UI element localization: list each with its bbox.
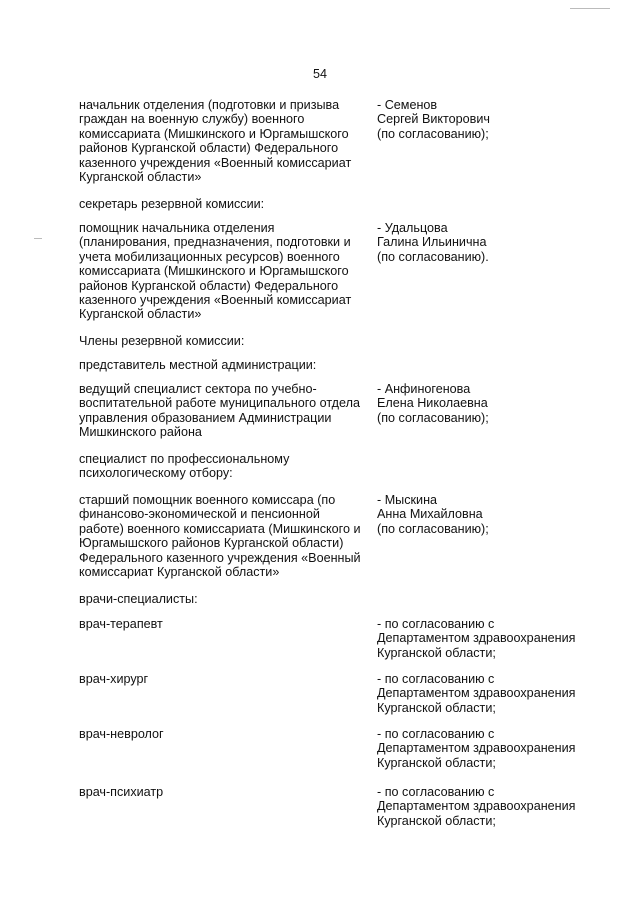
heading-local-admin: представитель местной администрации: (79, 358, 317, 372)
approval-note: - по согласованию с Департаментом здравоохранения Курганской области; (377, 727, 576, 770)
position-description: помощник начальника отделения (планирования, предназначения, подготовки и учета мобилизационных ресурсов) военного комиссариата (Мишкинского и Юргамышского районов Курганской области) Федерального казенного учреждения «Военный комиссариат Курганской области» (79, 221, 352, 322)
position-description: ведущий специалист сектора по учебно- воспитательной работе муниципального отдела управления образованием Администрации Мишкинского района (79, 382, 360, 440)
heading-doctors: врачи-специалисты: (79, 592, 198, 606)
person-name: - Анфиногенова Елена Николаевна (по согласованию); (377, 382, 489, 425)
page-number: 54 (312, 67, 327, 81)
doctor-title: врач-психиатр (79, 785, 164, 799)
scan-artifact (34, 238, 42, 239)
person-name: - Мыскина Анна Михайловна (по согласованию); (377, 493, 489, 536)
person-name: - Удальцова Галина Ильинична (по согласованию). (377, 221, 489, 264)
approval-note: - по согласованию с Департаментом здравоохранения Курганской области; (377, 672, 576, 715)
person-name: - Семенов Сергей Викторович (по согласованию); (377, 98, 490, 141)
approval-note: - по согласованию с Департаментом здравоохранения Курганской области; (377, 785, 576, 828)
heading-members: Члены резервной комиссии: (79, 334, 245, 348)
doctor-title: врач-невролог (79, 727, 164, 741)
position-description: старший помощник военного комиссара (по финансово-экономической и пенсионной работе) военного комиссариата (Мишкинского и Юргамышского районов Курганской области) Федерального казенного учреждения «Военный комиссариат Курганской области» (79, 493, 361, 580)
doctor-title: врач-терапевт (79, 617, 163, 631)
position-description: начальник отделения (подготовки и призыва граждан на военную службу) военного комиссариата (Мишкинского и Юргамышского районов Курганской области) Федерального казенного учреждения «Военный комиссариат Курганской области» (79, 98, 352, 185)
scan-artifact (570, 8, 610, 9)
doctor-title: врач-хирург (79, 672, 149, 686)
heading-secretary: секретарь резервной комиссии: (79, 197, 265, 211)
heading-psych: специалист по профессиональному психологическому отбору: (79, 452, 290, 481)
approval-note: - по согласованию с Департаментом здравоохранения Курганской области; (377, 617, 576, 660)
